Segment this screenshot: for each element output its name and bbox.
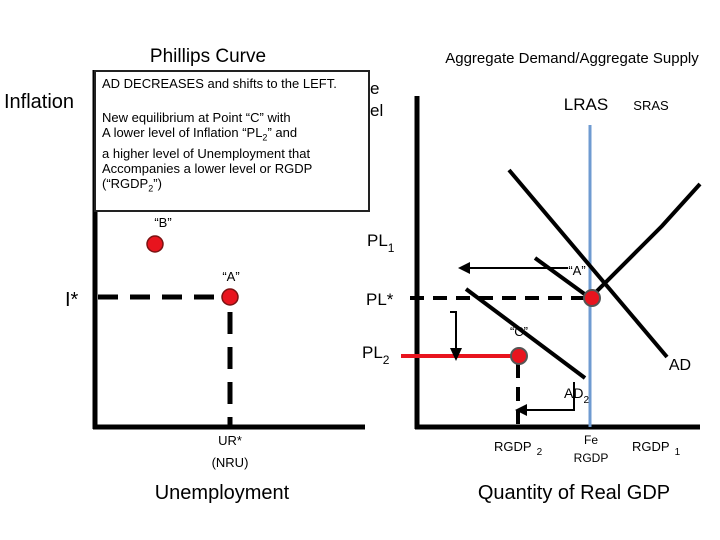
callout-line-6: $(“RGDP_2”)$ (102, 175, 162, 194)
rgdp2-label: RGDP $_2$ (494, 439, 543, 458)
phillips-nru-label: (NRU) (211, 455, 249, 470)
phillips-point-b (147, 236, 163, 252)
ad2-label: $AD_2$ (564, 385, 590, 406)
sras-label: SRAS (633, 98, 669, 113)
phillips-point-a (222, 289, 238, 305)
pl-star-label: PL* (366, 290, 394, 309)
callout-line-3: A lower level of Inflation “$PL_2$” and (102, 125, 298, 143)
phillips-x-axis-label: Unemployment (154, 482, 290, 504)
adas-title: Aggregate Demand/Aggregate Supply (445, 50, 699, 67)
callout-headline: AD DECREASES and shifts to the LEFT. (102, 76, 337, 91)
pl2-label: $PL_2$ (362, 343, 390, 367)
fe-rgdp-label: RGDP (573, 451, 609, 465)
rgdp1-label: RGDP $_1$ (632, 439, 681, 458)
ad-label: AD (668, 357, 692, 374)
phillips-title: Phillips Curve (149, 46, 267, 67)
sras-curve (535, 184, 700, 298)
pl1-label: $PL_1$ (367, 231, 395, 255)
adas-y-axis-label-fragment-1: e (370, 79, 380, 98)
lras-label: LRAS (563, 95, 609, 114)
ad-curve (509, 170, 667, 357)
price-level-down-arrow (450, 312, 456, 352)
callout-line-4: a higher level of Unemployment that (102, 145, 311, 161)
adas-y-axis-label-fragment-2: el (370, 101, 384, 120)
phillips-point-b-label: “B” (154, 215, 172, 230)
callout-line-5: Accompanies a lower level or RGDP (102, 160, 313, 176)
ad-decrease-callout (94, 70, 370, 212)
adas-point-a-label: “A” (568, 263, 586, 278)
callout-line-2: New equilibrium at Point “C” with (102, 110, 291, 125)
adas-point-a (584, 290, 600, 306)
phillips-y-axis-label: Inflation (4, 91, 75, 113)
phillips-ur-star-label: UR* (218, 433, 242, 448)
adas-point-c-label: “C” (509, 324, 529, 339)
phillips-point-a-label: “A” (222, 269, 240, 284)
fe-label: Fe (583, 433, 599, 447)
adas-point-c (511, 348, 527, 364)
adas-x-axis-label: Quantity of Real GDP (477, 482, 671, 504)
phillips-i-star-label: I* (65, 289, 79, 311)
